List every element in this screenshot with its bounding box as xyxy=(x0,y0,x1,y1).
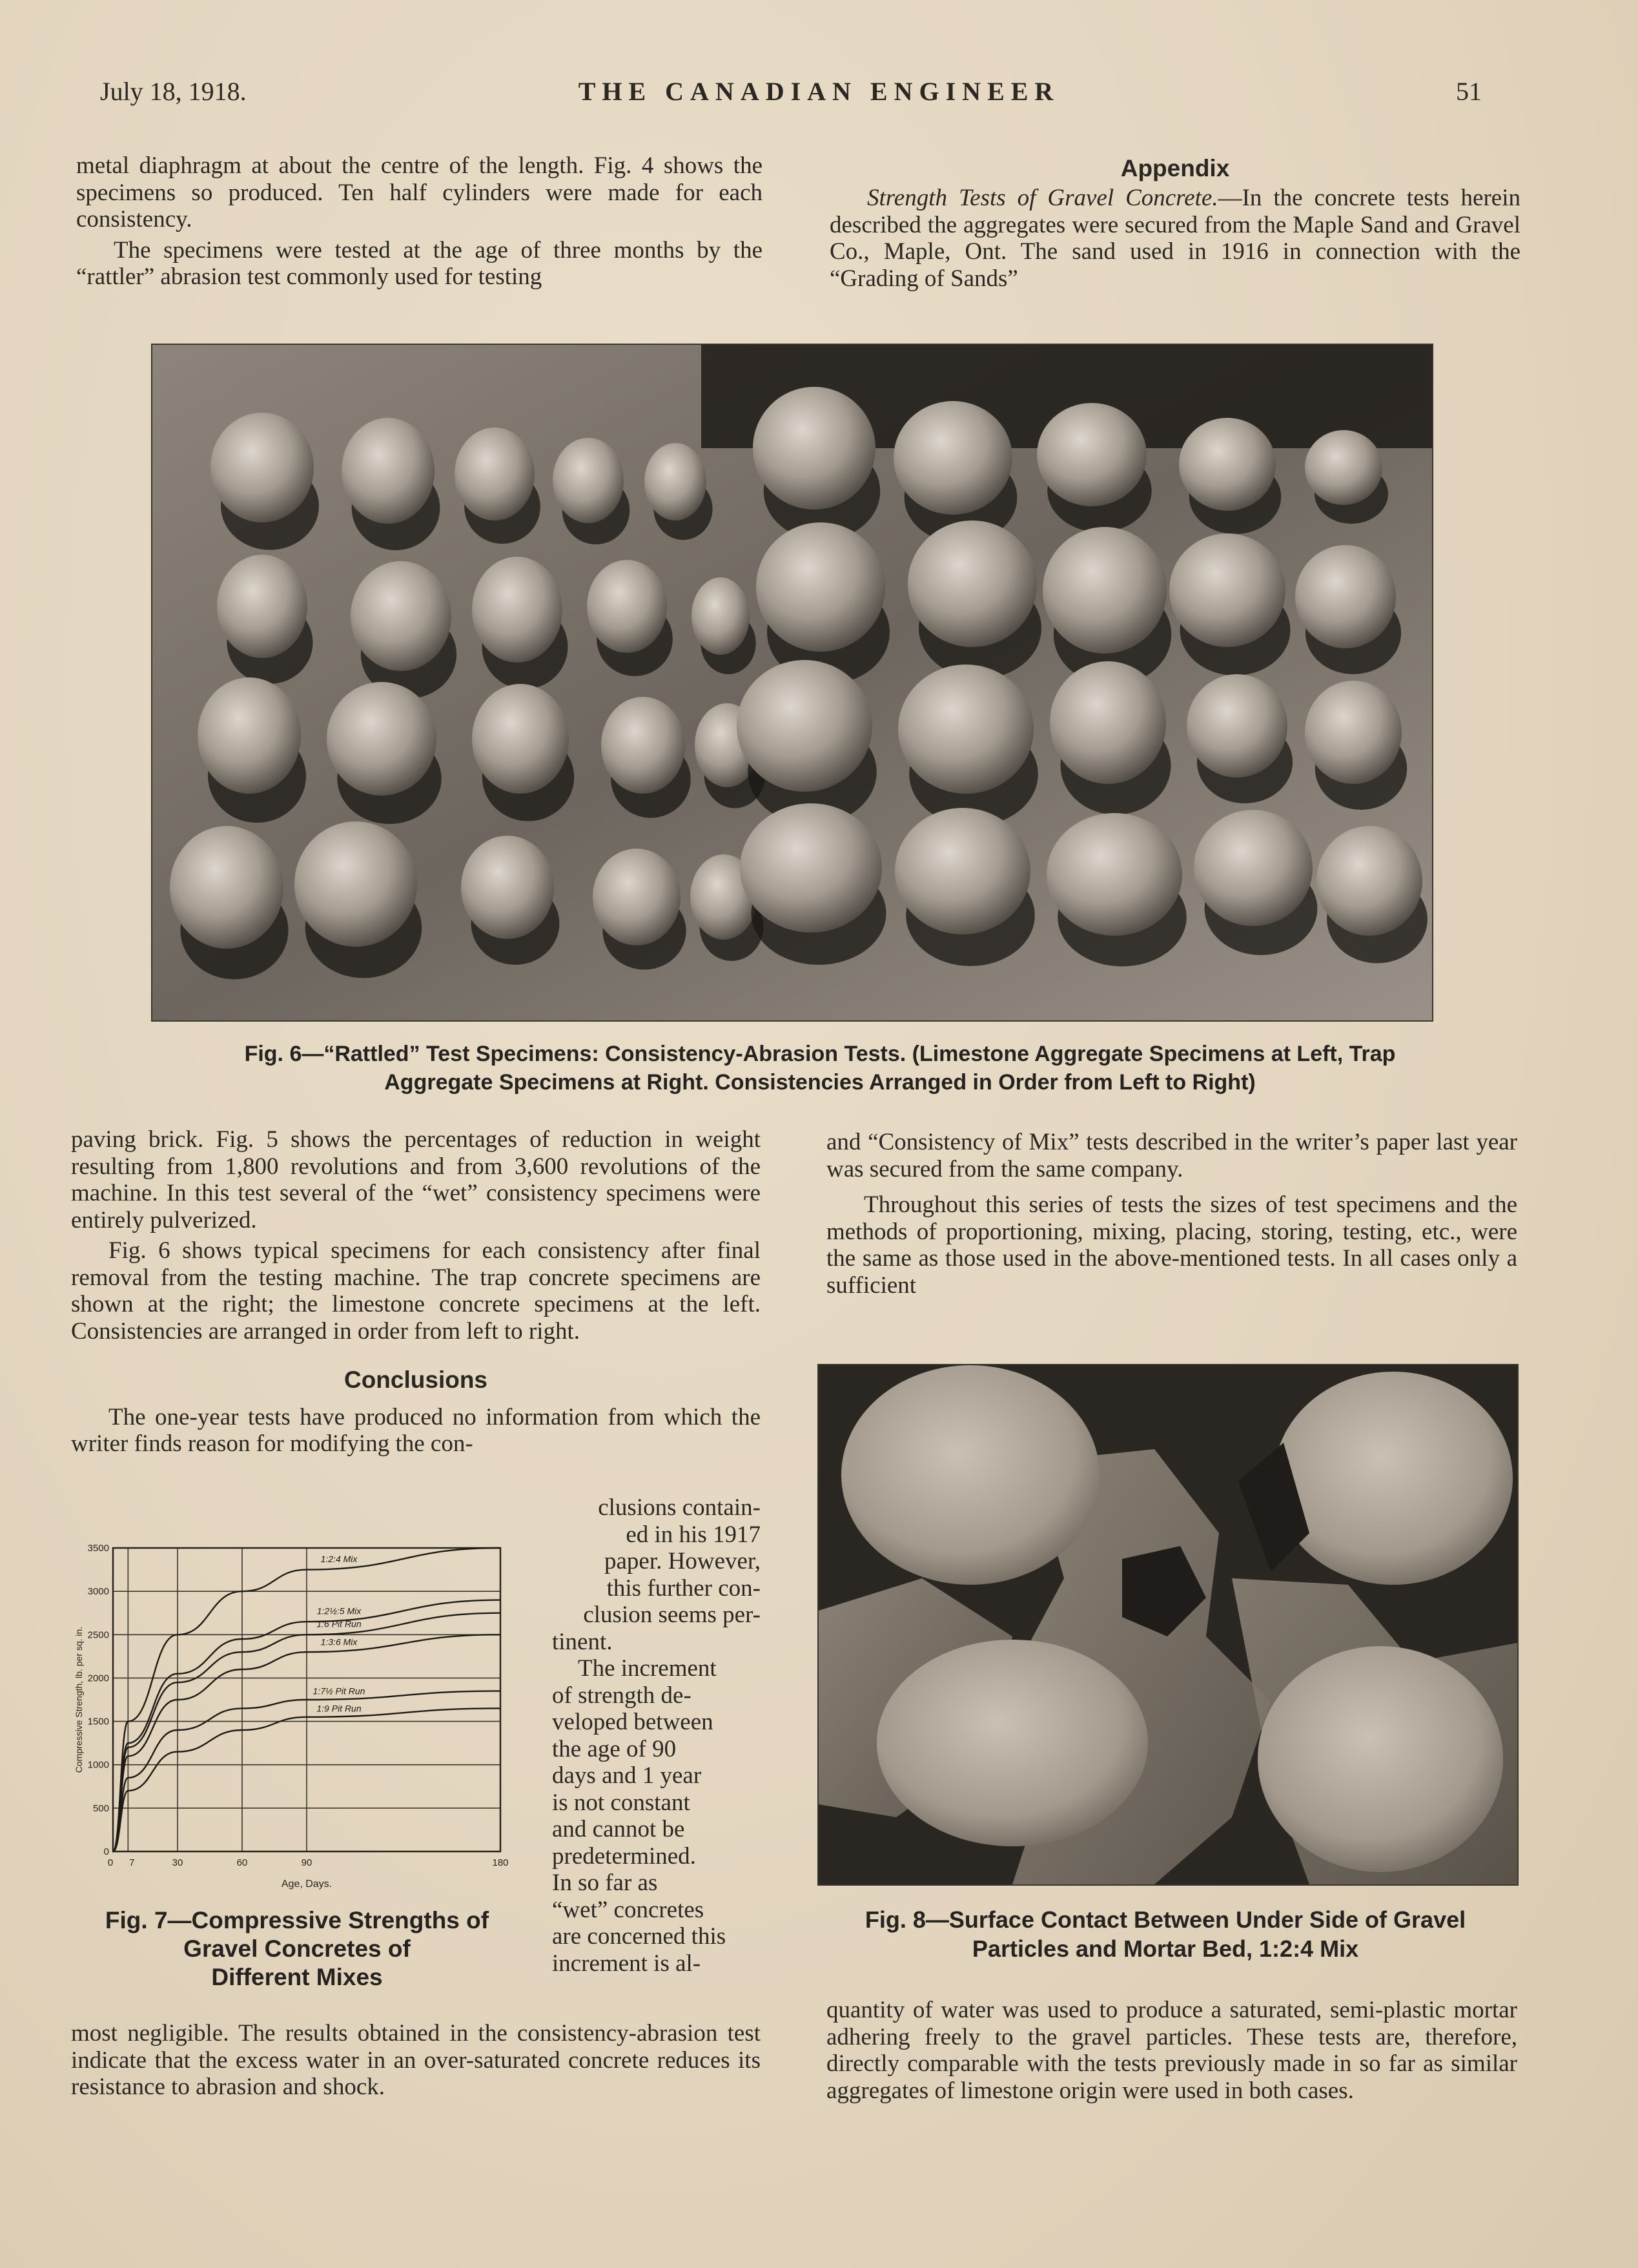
paragraph xyxy=(830,185,1520,292)
fig8-photo xyxy=(817,1364,1519,1886)
paragraph: paving brick. Fig. 5 shows the percentages of reduction in weight resulting from 1,800 revolutions and from 3,600 revolutions of the machine. In this test several of the “wet” consistency specimens were entirely pulverized. xyxy=(71,1126,761,1233)
y-tick-label: 1500 xyxy=(87,1716,109,1727)
paragraph: Throughout this series of tests the sizes of test specimens and the methods of proportioning, mixing, placing, storing, testing, etc., were the same as those used in the above-mentioned tests. In all cases only a sufficient xyxy=(826,1191,1517,1299)
narrow-line: ed in his 1917 xyxy=(626,1521,761,1548)
x-tick-label: 90 xyxy=(301,1857,312,1868)
fig6-caption xyxy=(97,1040,1543,1097)
fig6-photo xyxy=(151,344,1433,1022)
specimen xyxy=(894,401,1012,515)
x-tick-label: 30 xyxy=(172,1857,183,1868)
caption-line: Gravel Concretes of xyxy=(183,1935,411,1962)
fig7-chart xyxy=(68,1538,520,1906)
series-label: 1:6 Pit Run xyxy=(316,1618,362,1629)
narrow-line: clusion seems per- xyxy=(583,1602,761,1628)
narrow-line: “wet” concretes xyxy=(552,1896,704,1923)
specimen xyxy=(908,521,1037,647)
specimen xyxy=(198,677,301,794)
specimen xyxy=(1047,813,1182,936)
specimen xyxy=(342,418,435,524)
fig7-caption xyxy=(77,1906,517,1992)
narrow-line: is not constant xyxy=(552,1789,690,1816)
narrow-line: and cannot be xyxy=(552,1816,685,1842)
narrow-line: increment is al- xyxy=(552,1950,701,1977)
paragraph: and “Consistency of Mix” tests described in the writer’s paper last year was secured from the same company. xyxy=(826,1129,1517,1182)
narrow-line: days and 1 year xyxy=(552,1762,702,1789)
y-tick-label: 0 xyxy=(103,1846,109,1857)
specimen xyxy=(1194,810,1313,926)
y-tick-label: 1000 xyxy=(87,1759,109,1771)
narrow-line: the age of 90 xyxy=(552,1735,677,1762)
y-tick-label: 500 xyxy=(92,1802,109,1814)
conclusions-heading: Conclusions xyxy=(343,1366,488,1393)
narrow-line: The increment xyxy=(578,1655,717,1682)
caption-line: Aggregate Specimens at Right. Consistencies Arranged in Order from Left to Right) xyxy=(384,1070,1256,1095)
y-tick-label: 3500 xyxy=(87,1543,109,1554)
series-label: 1:2:4 Mix xyxy=(320,1553,358,1564)
right-final-text xyxy=(826,1997,1517,2104)
narrow-line: paper. However, xyxy=(604,1548,761,1574)
caption-line: Fig. 8—Surface Contact Between Under Side of Gravel xyxy=(865,1906,1466,1933)
narrow-line: tinent. xyxy=(552,1628,613,1655)
specimen xyxy=(217,555,307,658)
issue-date: July 18, 1918. xyxy=(100,77,247,106)
paragraph: most negligible. The results obtained in the consistency-abrasion test indicate that the excess water in an over-saturated concrete reduces its resistance to abrasion and shock. xyxy=(71,2020,761,2100)
specimen xyxy=(472,684,569,794)
specimen xyxy=(170,826,283,949)
specimen xyxy=(1037,403,1147,506)
x-axis-label: Age, Days. xyxy=(281,1879,333,1890)
page-number: 51 xyxy=(1456,77,1482,106)
specimen xyxy=(1305,430,1382,505)
narrow-text-column xyxy=(552,1494,761,1977)
specimen xyxy=(898,665,1034,794)
surface-contact-image xyxy=(819,1365,1517,1884)
specimen xyxy=(587,560,667,653)
specimen xyxy=(455,428,535,521)
narrow-line: this further con- xyxy=(606,1574,761,1602)
x-tick-label: 7 xyxy=(129,1857,135,1868)
narrow-line: predetermined. xyxy=(552,1842,696,1870)
specimen xyxy=(756,522,885,652)
specimen xyxy=(1179,418,1276,511)
series-label: 1:3:6 Mix xyxy=(320,1636,358,1647)
narrow-line: clusions contain- xyxy=(598,1494,761,1521)
paragraph: quantity of water was used to produce a saturated, semi-plastic mortar adhering freely to the gravel particles. These tests are, therefore, directly comparable with the tests previously made in so far as similar aggregates of limestone origin were used in both cases. xyxy=(826,1997,1517,2104)
journal-title: THE CANADIAN ENGINEER xyxy=(578,77,1060,106)
x-tick-label: 0 xyxy=(107,1857,114,1868)
y-tick-label: 2500 xyxy=(87,1629,109,1641)
specimen xyxy=(737,660,872,792)
left-final-text xyxy=(71,2020,761,2101)
series-label: 1:2½:5 Mix xyxy=(316,1605,362,1616)
specimen xyxy=(1169,533,1285,647)
specimen xyxy=(895,808,1030,934)
narrow-line: In so far as xyxy=(552,1870,658,1896)
paragraph-rest: —In the concrete tests herein described the aggregates were secured from the Maple Sand and Gravel Co., Maple, Ont. The sand used in 1916 in connection with the “Grading of Sands” xyxy=(830,185,1521,292)
specimen xyxy=(472,557,562,663)
narrow-line: veloped between xyxy=(552,1709,713,1735)
specimen xyxy=(644,443,706,521)
x-tick-label: 60 xyxy=(236,1857,248,1868)
specimen xyxy=(1316,826,1422,936)
specimen xyxy=(553,438,624,523)
caption-line: Fig. 7—Compressive Strengths of xyxy=(105,1907,489,1933)
caption-line: Different Mixes xyxy=(211,1964,383,1990)
specimen xyxy=(1295,545,1396,648)
specimen xyxy=(327,682,436,796)
y-axis-label: Compressive Strength, lb. per sq. in. xyxy=(74,1626,84,1773)
series-label: 1:9 Pit Run xyxy=(316,1703,362,1714)
right-bottom-text xyxy=(826,1129,1517,1299)
caption-line: Fig. 6—“Rattled” Test Specimens: Consistency-Abrasion Tests. (Limestone Aggregate Specimens at Left, Trap xyxy=(244,1042,1396,1066)
specimen xyxy=(1050,661,1166,784)
specimen xyxy=(1187,674,1287,778)
y-tick-label: 2000 xyxy=(87,1673,109,1684)
specimen xyxy=(753,387,875,510)
specimen xyxy=(601,697,685,794)
left-top-text xyxy=(76,152,763,291)
specimen xyxy=(740,803,882,933)
series-label: 1:7½ Pit Run xyxy=(312,1686,365,1696)
appendix-heading: Appendix xyxy=(1120,155,1230,181)
specimen xyxy=(593,849,681,945)
narrow-line: of strength de- xyxy=(552,1682,691,1709)
specimen xyxy=(210,413,314,522)
narrow-line: are concerned this xyxy=(552,1923,726,1950)
right-top-text xyxy=(830,155,1520,292)
left-bottom-text xyxy=(71,1126,761,1458)
x-tick-label: 180 xyxy=(492,1857,509,1868)
rattled-specimens-image xyxy=(152,345,1432,1020)
specimen xyxy=(691,577,750,655)
specimen xyxy=(294,821,417,947)
specimen xyxy=(351,561,451,671)
paragraph: Fig. 6 shows typical specimens for each consistency after final removal from the testing machine. The trap concrete specimens are shown at the right; the limestone concrete specimens at the left. Consistencies are arranged in order from left to right. xyxy=(71,1237,761,1345)
fig8-caption xyxy=(807,1905,1524,1963)
caption-line: Particles and Mortar Bed, 1:2:4 Mix xyxy=(972,1935,1359,1962)
paragraph: The specimens were tested at the age of three months by the “rattler” abrasion test commonly used for testing xyxy=(76,236,763,290)
y-tick-label: 3000 xyxy=(87,1586,109,1598)
paragraph: metal diaphragm at about the centre of the length. Fig. 4 shows the specimens so produced. Ten half cylinders were made for each consistency. xyxy=(76,152,763,232)
italic-lead: Strength Tests of Gravel Concrete. xyxy=(867,185,1218,211)
specimen xyxy=(1043,527,1167,654)
paragraph: The one-year tests have produced no information from which the writer finds reason for modifying the con- xyxy=(71,1403,761,1457)
specimen xyxy=(1305,681,1402,784)
specimen xyxy=(461,836,554,939)
strength-chart-svg xyxy=(68,1538,520,1906)
